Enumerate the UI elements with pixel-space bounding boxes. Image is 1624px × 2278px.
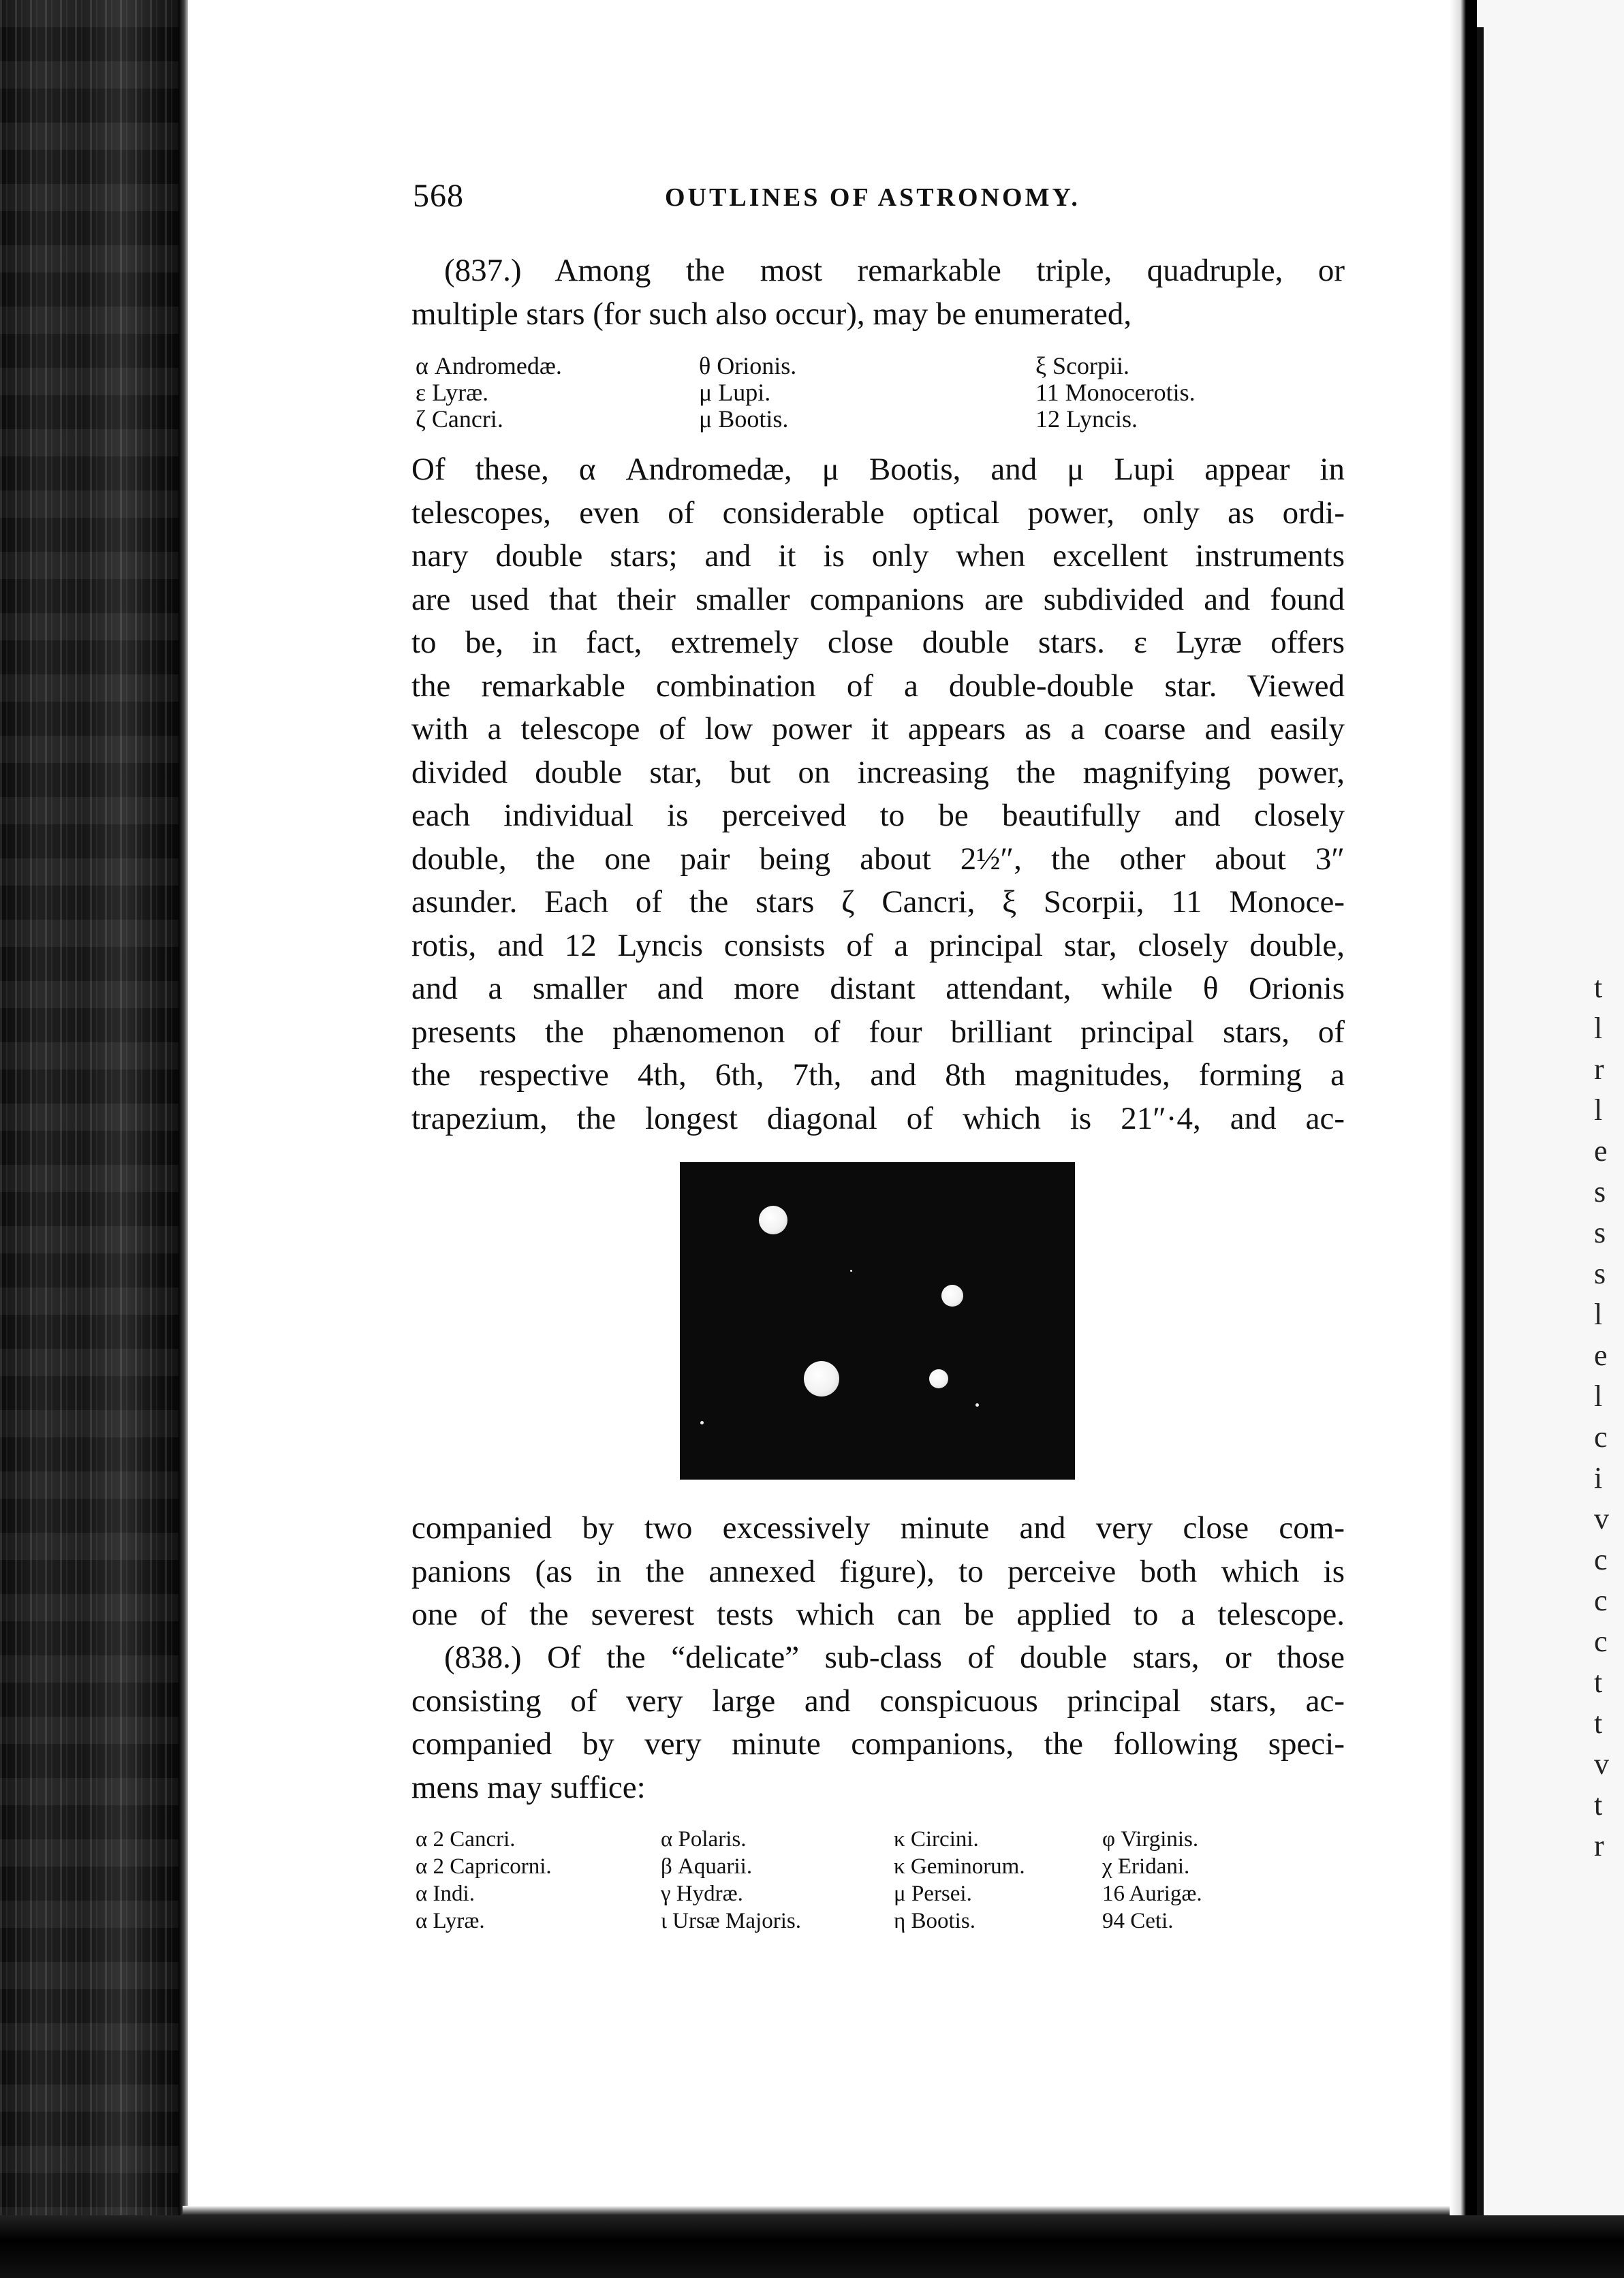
list-item: ι Ursæ Majoris.	[661, 1909, 801, 1933]
list-item: φ Virginis.	[1102, 1827, 1199, 1852]
companion-star	[850, 1270, 852, 1272]
list-item: 16 Aurigæ.	[1102, 1882, 1202, 1906]
list-row	[411, 353, 1297, 379]
text-line: (837.) Among the most remarkable triple, quadruple, or	[444, 253, 1345, 288]
facing-page-glyph: s	[1594, 1216, 1606, 1249]
facing-page-glyph: s	[1594, 1257, 1606, 1290]
facing-page-glyph: c	[1594, 1625, 1608, 1658]
list-item: κ Circini.	[894, 1827, 979, 1852]
facing-page-glyph: c	[1594, 1420, 1608, 1454]
facing-page-glyph: c	[1594, 1584, 1608, 1617]
text-line: the remarkable combination of a double-double star. Viewed	[411, 668, 1345, 704]
text-line: consisting of very large and conspicuous principal stars, ac-	[411, 1683, 1345, 1719]
text-line: one of the severest tests which can be applied to a telescope.	[411, 1597, 1345, 1632]
text-line: companied by very minute companions, the following speci-	[411, 1726, 1345, 1762]
facing-page-glyph: e	[1594, 1339, 1608, 1372]
facing-page-glyph: t	[1594, 1788, 1603, 1822]
list-item: μ Lupi.	[699, 379, 771, 406]
list-item: γ Hydræ.	[661, 1882, 743, 1906]
star-c	[804, 1361, 839, 1397]
facing-page-edge	[1477, 27, 1484, 2234]
list-row	[411, 1826, 1365, 1853]
text-line: nary double stars; and it is only when excellent instruments	[411, 538, 1345, 574]
text-line: and a smaller and more distant attendant, while θ Orionis	[411, 971, 1345, 1006]
scan-bottom-border	[0, 2215, 1624, 2278]
list-item: θ Orionis.	[699, 352, 797, 379]
text-line: to be, in fact, extremely close double stars. ε Lyræ offers	[411, 625, 1345, 660]
text-line: multiple stars (for such also occur), may be enumerated,	[411, 296, 1132, 332]
facing-page-glyph: r	[1594, 1052, 1604, 1086]
list-row	[411, 1880, 1365, 1907]
list-row	[411, 406, 1297, 433]
list-item: ε Lyræ.	[416, 379, 489, 406]
list-item: μ Bootis.	[699, 405, 789, 433]
companion-star	[975, 1403, 979, 1407]
facing-page-glyph: t	[1594, 1706, 1603, 1740]
page-number: 568	[413, 178, 464, 214]
list-item: α Polaris.	[661, 1827, 747, 1852]
delicate-stars-list	[411, 1826, 1365, 1935]
running-head: OUTLINES OF ASTRONOMY.	[665, 183, 1080, 212]
list-item: κ Geminorum.	[894, 1854, 1025, 1879]
triple-stars-list	[411, 353, 1297, 433]
list-item: ζ Cancri.	[416, 405, 503, 433]
list-item: α Andromedæ.	[416, 352, 562, 379]
facing-page-glyph: l	[1594, 1093, 1603, 1127]
facing-page-glyph: v	[1594, 1502, 1609, 1535]
page-gutter-right	[1450, 0, 1477, 2278]
list-row	[411, 379, 1297, 406]
facing-page-glyph: l	[1594, 1379, 1603, 1413]
companion-star	[700, 1421, 704, 1424]
book-binding	[0, 0, 183, 2278]
list-row	[411, 1853, 1365, 1880]
paragraph-838	[411, 1636, 1345, 1809]
text-line: presents the phænomenon of four brilliant principal stars, of	[411, 1014, 1345, 1050]
text-line: are used that their smaller companions are subdivided and found	[411, 581, 1345, 617]
text-line: the respective 4th, 6th, 7th, and 8th magnitudes, forming a	[411, 1057, 1345, 1093]
text-line: (838.) Of the “delicate” sub-class of double stars, or those	[444, 1640, 1345, 1675]
facing-page-glyph: t	[1594, 971, 1603, 1004]
facing-page-glyph: i	[1594, 1461, 1603, 1495]
text-line: Of these, α Andromedæ, μ Bootis, and μ Lupi appear in	[411, 452, 1345, 487]
facing-page-glyph: e	[1594, 1134, 1608, 1168]
star-a	[759, 1206, 787, 1234]
text-line: double, the one pair being about 2½″, the other about 3″	[411, 841, 1345, 877]
facing-page-glyph: r	[1594, 1829, 1604, 1862]
page-edge-left	[178, 0, 188, 2278]
text-line: companied by two excessively minute and very close com-	[411, 1510, 1345, 1546]
text-line: asunder. Each of the stars ζ Cancri, ξ Scorpii, 11 Monoce-	[411, 884, 1345, 920]
text-line: divided double star, but on increasing the magnifying power,	[411, 754, 1345, 790]
facing-page-glyph: s	[1594, 1175, 1606, 1208]
text-line: each individual is perceived to be beautifully and closely	[411, 798, 1345, 833]
facing-page-glyph: t	[1594, 1666, 1603, 1699]
list-row	[411, 1907, 1365, 1935]
star-b	[941, 1285, 963, 1307]
list-item: α Indi.	[416, 1882, 475, 1906]
paragraph-837	[411, 249, 1345, 336]
text-line: panions (as in the annexed figure), to perceive both which is	[411, 1553, 1345, 1589]
facing-page-text	[1594, 967, 1621, 1867]
text-line: trapezium, the longest diagonal of which is 21″·4, and ac-	[411, 1100, 1345, 1136]
text-line: mens may suffice:	[411, 1769, 646, 1805]
list-item: α Lyræ.	[416, 1909, 485, 1933]
facing-page-glyph: l	[1594, 1298, 1603, 1331]
list-item: α 2 Cancri.	[416, 1827, 516, 1852]
list-item: 94 Ceti.	[1102, 1909, 1174, 1933]
paragraph-continued	[411, 1507, 1345, 1637]
text-line: with a telescope of low power it appears as a coarse and easily	[411, 711, 1345, 747]
text-line: rotis, and 12 Lyncis consists of a principal star, closely double,	[411, 927, 1345, 963]
facing-page-glyph: c	[1594, 1543, 1608, 1576]
facing-page-glyph: l	[1594, 1012, 1603, 1045]
list-item: 11 Monocerotis.	[1035, 379, 1196, 406]
list-item: ξ Scorpii.	[1035, 352, 1130, 379]
list-item: μ Persei.	[894, 1882, 972, 1906]
text-line: telescopes, even of considerable optical power, only as ordi-	[411, 495, 1345, 531]
list-item: χ Eridani.	[1102, 1854, 1190, 1879]
paragraph-main	[411, 448, 1345, 1140]
trapezium-figure	[680, 1162, 1075, 1480]
list-item: β Aquarii.	[661, 1854, 753, 1879]
list-item: α 2 Capricorni.	[416, 1854, 552, 1879]
facing-page-glyph: v	[1594, 1747, 1609, 1781]
star-d	[929, 1369, 948, 1388]
list-item: η Bootis.	[894, 1909, 975, 1933]
list-item: 12 Lyncis.	[1035, 405, 1138, 433]
